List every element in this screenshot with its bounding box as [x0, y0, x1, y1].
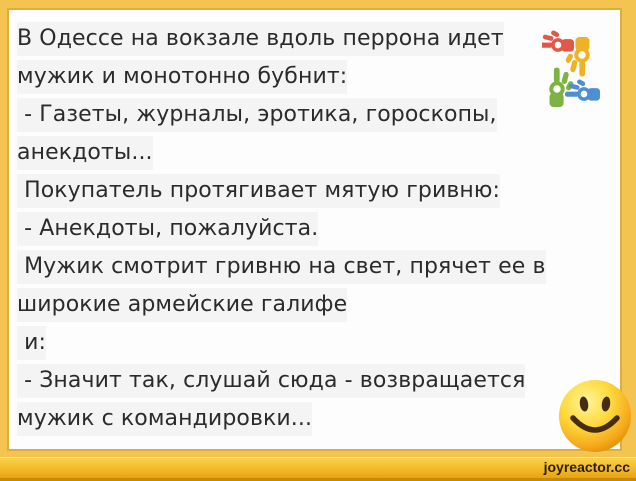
- joke-line: - Анекдоты, пожалуйста.: [17, 210, 616, 248]
- joke-card: [7, 8, 622, 451]
- four-ok-hands-icon: [542, 30, 600, 112]
- joke-line: широкие армейские галифе: [17, 286, 616, 324]
- smiley-face-icon: [557, 378, 633, 454]
- joke-text: [17, 20, 616, 438]
- watermark-bar: [0, 457, 636, 481]
- joke-line: - Значит так, слушай сюда - возвращается: [17, 362, 616, 400]
- joke-line: Покупатель протягивает мятую гривню:: [17, 172, 616, 210]
- joke-line: мужик с командировки...: [17, 400, 616, 438]
- joke-line: Мужик смотрит гривню на свет, прячет ее в: [17, 248, 616, 286]
- joke-line: - Газеты, журналы, эротика, гороскопы,: [17, 96, 616, 134]
- joke-line: анекдоты...: [17, 134, 616, 172]
- joke-line: В Одессе на вокзале вдоль перрона идет: [17, 20, 616, 58]
- joke-line: мужик и монотонно бубнит:: [17, 58, 616, 96]
- joke-line: и:: [17, 324, 616, 362]
- site-watermark: joyreactor.cc: [543, 459, 630, 475]
